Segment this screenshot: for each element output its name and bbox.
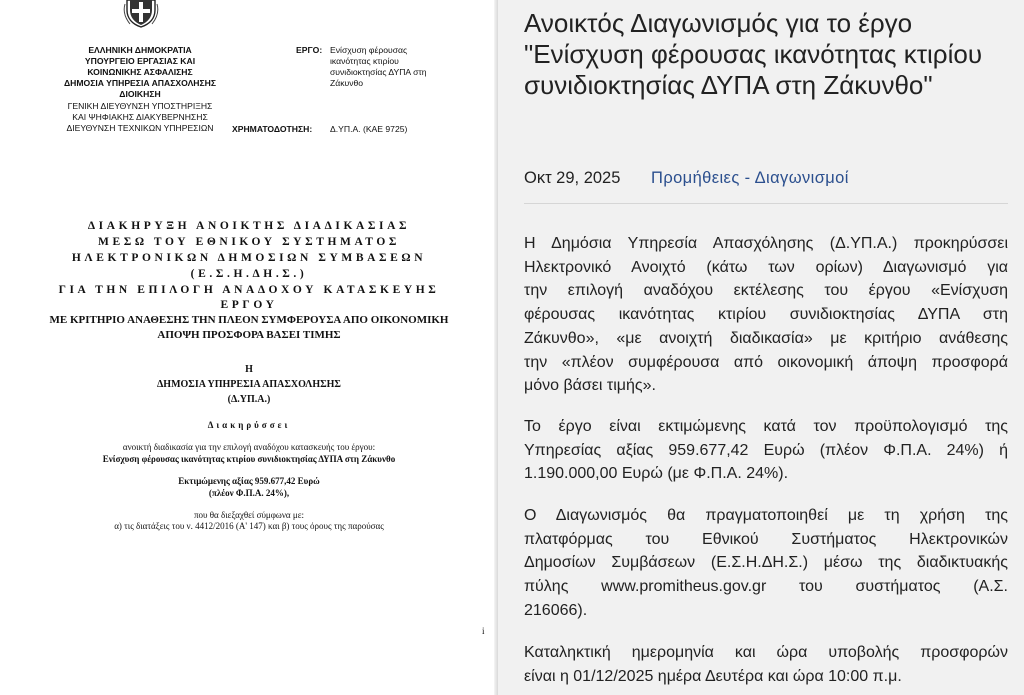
doc-title-line: ΗΛΕΚΤΡΟΝΙΚΩΝ ΔΗΜΟΣΙΩΝ ΣΥΜΒΑΣΕΩΝ — [71, 252, 427, 264]
paragraph-line: είναι η 01/12/2025 ημέρα Δευτέρα και ώρα 10:00 π.μ. — [524, 667, 902, 685]
article-paragraph — [524, 641, 1008, 688]
doc-header-line: ΔΙΟΙΚΗΣΗ — [119, 89, 161, 99]
doc-header-sub-line: ΓΕΝΙΚΗ ΔΙΕΥΘΥΝΣΗ ΥΠΟΣΤΗΡΙΞΗΣ — [67, 101, 213, 111]
doc-estimate-line: Εκτιμώμενης αξίας 959.677,42 Ευρώ — [178, 476, 320, 486]
doc-title-line: ΜΕΣΩ ΤΟΥ ΕΘΝΙΚΟΥ ΣΥΣΤΗΜΑΤΟΣ — [97, 236, 400, 248]
doc-header-line: ΚΟΙΝΩΝΙΚΗΣ ΑΣΦΑΛΙΣΗΣ — [87, 67, 193, 77]
paragraph-line: 216066). — [524, 601, 588, 619]
article-paragraph — [524, 415, 1008, 486]
article-category-link[interactable]: Προμήθειες - Διαγωνισμοί — [651, 169, 849, 187]
doc-project-value: ικανότητας κτιρίου — [330, 56, 399, 66]
doc-title-line: ΓΙΑ ΤΗΝ ΕΠΙΛΟΓΗ ΑΝΑΔΟΧΟΥ ΚΑΤΑΣΚΕΥΗΣ — [58, 284, 440, 296]
doc-header-line: ΔΗΜΟΣΙΑ ΥΠΗΡΕΣΙΑ ΑΠΑΣΧΟΛΗΣΗΣ — [63, 78, 217, 88]
doc-criterion-line: ΑΠΟΨΗ ΠΡΟΣΦΟΡΑ ΒΑΣΕΙ ΤΙΜΗΣ — [157, 329, 341, 341]
paragraph-line: 1.190.000,00 Ευρώ (με Φ.Π.Α. 24%). — [524, 465, 789, 483]
paragraph-line: την επιλογή αναδόχου εκτέλεσης του έργου «Ενίσχυση — [524, 282, 1008, 300]
doc-title-line: (Ε.Σ.Η.ΔΗ.Σ.) — [190, 268, 308, 280]
article-paragraph — [524, 232, 1008, 398]
doc-title-line: ΔΙΑΚΗΡΥΞΗ ΑΝΟΙΚΤΗΣ ΔΙΑΔΙΚΑΣΙΑΣ — [87, 220, 411, 232]
paragraph-line: την «πλέον συμφέρουσα από οικονομική άποψη προσφορά — [524, 353, 1008, 371]
paragraph-line: πύλης www.promitheus.gov.gr του συστήματος (Α.Σ. — [524, 578, 1008, 596]
greek-emblem-icon — [122, 0, 160, 28]
article-date: Οκτ 29, 2025 — [524, 169, 621, 187]
doc-conducted-line: που θα διεξαχθεί σύμφωνα με: — [193, 510, 304, 520]
paragraph-line: φέρουσας ικανότητας κτιρίου συνιδιοκτησίας ΔΥΠΑ στη — [524, 306, 1008, 324]
doc-project-value: Ζάκυνθο — [330, 78, 364, 88]
doc-funding-label: ΧΡΗΜΑΤΟΔΟΤΗΣΗ: — [232, 124, 313, 134]
doc-page-number: i — [482, 626, 485, 636]
paragraph-line: Δημοσίων Συμβάσεων (Ε.Σ.Η.ΔΗ.Σ.) μέσω της διαδικτυακής — [524, 554, 1008, 572]
paragraph-line: Το έργο είναι εκτιμώμενης κατά τον προϋπολογισμό της — [524, 418, 1008, 435]
doc-procedure-line: Ενίσχυση φέρουσας ικανότητας κτιρίου συνιδιοκτησίας ΔΥΠΑ στη Ζάκυνθο — [102, 454, 396, 464]
paragraph-line: Καταληκτική ημερομηνία και ώρα υποβολής προσφορών — [524, 644, 1008, 661]
article-paragraph — [524, 504, 1008, 623]
doc-header-sub-line: ΔΙΕΥΘΥΝΣΗ ΤΕΧΝΙΚΩΝ ΥΠΗΡΕΣΙΩΝ — [66, 123, 214, 133]
doc-criterion-line: ΜΕ ΚΡΙΤΗΡΙΟ ΑΝΑΘΕΣΗΣ ΤΗΝ ΠΛΕΟΝ ΣΥΜΦΕΡΟΥΣΑ ΑΠΟ ΟΙΚΟΝΟΜΙΚΗ — [49, 314, 449, 326]
doc-header-line: ΥΠΟΥΡΓΕΙΟ ΕΡΓΑΣΙΑΣ ΚΑΙ — [84, 56, 196, 66]
doc-funding-value: Δ.ΥΠ.Α. (ΚΑΕ 9725) — [330, 124, 408, 134]
tender-document-image — [0, 0, 498, 695]
doc-issuer-line: (Δ.ΥΠ.Α.) — [227, 394, 271, 405]
meta-divider — [524, 203, 1008, 204]
doc-project-label: ΕΡΓΟ: — [296, 45, 323, 55]
doc-procedure-line: ανοικτή διαδικασία για την επιλογή αναδόχου κατασκευής του έργου: — [122, 442, 376, 452]
article-panel — [498, 0, 1024, 695]
article-title: Ανοικτός Διαγωνισμός για το έργο "Ενίσχυση φέρουσας ικανότητας κτιρίου συνιδιοκτησίας ΔΥΠΑ στη Ζάκυνθο" — [524, 8, 983, 100]
doc-issuer-line: ΔΗΜΟΣΙΑ ΥΠΗΡΕΣΙΑ ΑΠΑΣΧΟΛΗΣΗΣ — [157, 379, 341, 390]
doc-project-value: Ενίσχυση φέρουσας — [330, 45, 408, 55]
doc-header-line: ΕΛΛΗΝΙΚΗ ΔΗΜΟΚΡΑΤΙΑ — [88, 45, 192, 55]
paragraph-line: πλατφόρμας του Εθνικού Συστήματος Ηλεκτρονικών — [524, 530, 1008, 548]
paragraph-line: μόνο βάσει τιμής». — [524, 377, 656, 395]
paragraph-line: Υπηρεσίας αξίας 959.677,42 Ευρώ (πλέον Φ.Π.Α. 24%) ή — [524, 441, 1008, 459]
paragraph-line: Ζάκυνθο», «με ανοιχτή διαδικασία» με κριτήριο ανάθεσης — [524, 329, 1008, 347]
doc-header-sub-line: ΚΑΙ ΨΗΦΙΑΚΗΣ ΔΙΑΚΥΒΕΡΝΗΣΗΣ — [72, 112, 208, 122]
doc-estimate-line: (πλέον Φ.Π.Α. 24%), — [208, 488, 290, 498]
paragraph-line: Ηλεκτρονικό Ανοιχτό (κάτω των ορίων) Διαγωνισμό για — [524, 258, 1008, 276]
paragraph-line: Η Δημόσια Υπηρεσία Απασχόλησης (Δ.ΥΠ.Α.) προκηρύσσει — [524, 235, 1008, 252]
doc-project-value: συνιδιοκτησίας ΔΥΠΑ στη — [330, 67, 427, 77]
doc-title-line: ΕΡΓΟΥ — [220, 299, 278, 311]
article-meta — [524, 169, 849, 188]
paragraph-line: Ο Διαγωνισμός θα πραγματοποιηθεί με τη χρήση της — [524, 507, 1008, 524]
doc-issuer-line: Η — [245, 364, 253, 375]
doc-conducted-line: α) τις διατάξεις του ν. 4412/2016 (Α' 147) και β) τους όρους της παρούσας — [114, 521, 384, 531]
doc-announces: Διακηρύσσει — [207, 420, 291, 430]
